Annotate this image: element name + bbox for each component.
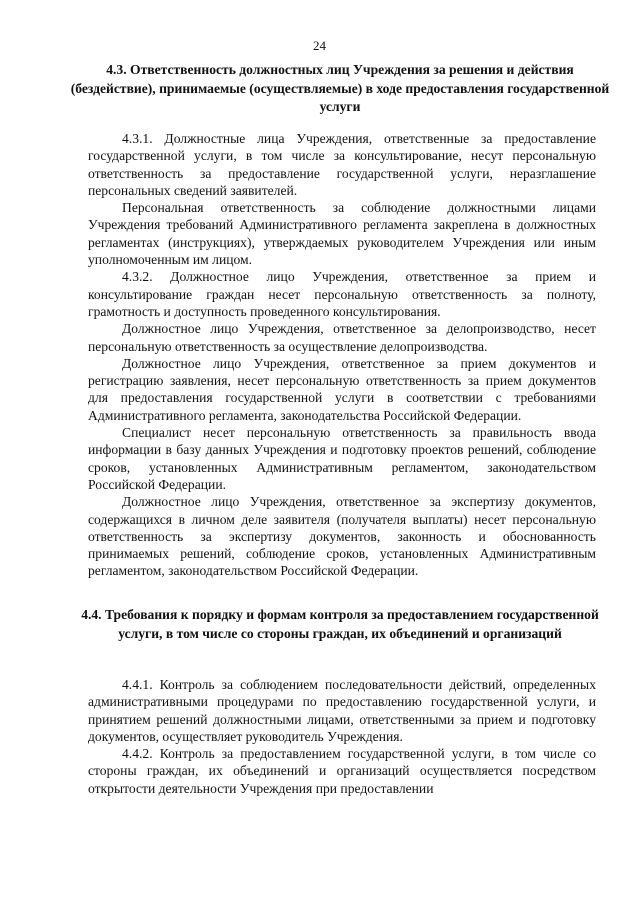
paragraph-4-3-2: 4.3.2. Должностное лицо Учреждения, ответственное за прием и консультирование граждан несет персональную ответственность за полноту, грамотность и доступность проведенного консультирования. <box>88 269 596 319</box>
paragraph-4-3-1: 4.3.1. Должностные лица Учреждения, ответственные за предоставление государственной услуги, в том числе за консультирование, несут персональную ответственность за предоставление государственной услуги, неразглашение персональных сведений заявителей. <box>88 131 596 198</box>
section-4-4-body <box>88 676 596 797</box>
paragraph-specialist: Специалист несет персональную ответственность за правильность ввода информации в базу данных Учреждения и подготовку проектов решений, соблюдение сроков, установленных Административным регламентом, законодательством Российской Федерации. <box>88 425 596 492</box>
paragraph-records-management: Должностное лицо Учреждения, ответственное за делопроизводство, несет персональную ответственность за осуществление делопроизводства. <box>88 321 596 354</box>
paragraph-document-review: Должностное лицо Учреждения, ответственное за экспертизу документов, содержащихся в личном деле заявителя (получателя выплаты) несет персональную ответственность за экспертизу документов, законность и обоснованность принимаемых решений, соблюдение сроков, установленных Административным регламентом, законодательством Российской Федерации. <box>88 494 596 579</box>
section-4-3-body <box>88 130 596 580</box>
page-number: 24 <box>313 38 326 53</box>
paragraph-document-intake: Должностное лицо Учреждения, ответственное за прием документов и регистрацию заявления, несет персональную ответственность за прием документов для предоставления государственной услуги в соответствии с требованиями Административного регламента, законодательства Российской Федерации. <box>88 355 596 423</box>
paragraph-4-4-1: 4.4.1. Контроль за соблюдением последовательности действий, определенных административными процедурами по предоставлению государственной услуги, и принятием решений должностными лицами, ответственными за прием и подготовку документов, осуществляет руководитель Учреждения. <box>88 677 596 744</box>
paragraph-4-4-2: 4.4.2. Контроль за предоставлением государственной услуги, в том числе со стороны граждан, их объединений и организаций осуществляется посредством открытости деятельности Учреждения при предоставлении <box>88 746 596 796</box>
section-title-4-4: 4.4. Требования к порядку и формам контроля за предоставлением государственной услуги, в том числе со стороны граждан, их объединений и организаций <box>81 607 599 641</box>
section-title-4-3: 4.3. Ответственность должностных лиц Учреждения за решения и действия (бездействие), принимаемые (осуществляемые) в ходе предоставления государственной услуги <box>70 62 610 114</box>
paragraph-personal-responsibility: Персональная ответственность за соблюдение должностными лицами Учреждения требований Административного регламента закреплена в должностных регламентах (инструкциях), утверждаемых руководителем Учреждения или иным уполномоченным им лицом. <box>88 200 596 268</box>
